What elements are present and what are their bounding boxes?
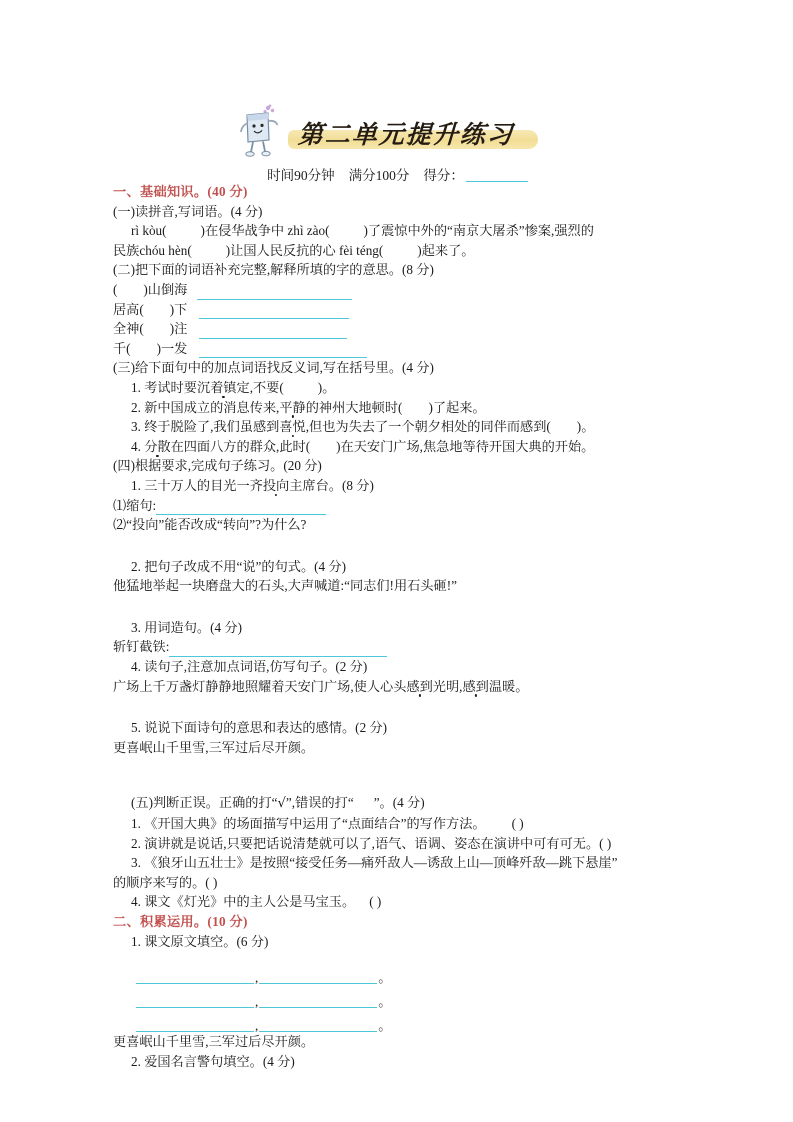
antonym-question-3: 3. 终于脱险了,我们虽感到喜悦,但也为失去了一个朝夕相处的同伴而感到( )。 <box>131 419 595 435</box>
dotted-term: 感到 <box>462 678 489 694</box>
subsection-heading-1d: (四)根据要求,完成句子练习。(20 分) <box>113 458 322 474</box>
pinyin-chou-hen: chóu hèn <box>139 242 188 258</box>
score-label: 得分： <box>423 168 464 183</box>
idiom-answer-blank-4[interactable] <box>199 343 367 358</box>
idiom-row <box>113 319 691 339</box>
sentence-q1-sub1-row <box>113 496 691 516</box>
sentence-q5-heading: 5. 说说下面诗句的意思和表达的感情。(2 分) <box>131 720 388 736</box>
sentence-q3-word-label: 斩钉截铁: <box>113 639 170 655</box>
section-heading-one: 一、基础知识。(40 分) <box>113 184 248 199</box>
check-mark-glyph: √ <box>277 796 286 812</box>
sentence-q3-blank[interactable] <box>169 642 387 657</box>
poem-blank-row <box>113 984 691 1008</box>
truefalse-question-2: 2. 演讲就是说话,只要把话说清楚就可以了,语气、语调、姿态在演讲中可有可无。( ) <box>131 835 612 851</box>
time-label: 时间 <box>267 168 295 183</box>
idiom-row <box>113 339 691 359</box>
recall-q2-heading: 2. 爱国名言警句填空。(4 分) <box>131 1053 295 1069</box>
dotted-term: 喜悦 <box>279 419 306 435</box>
pinyin-zhi-zao: zhì zào <box>287 223 326 239</box>
truefalse-question-1: 1. 《开国大典》的场面描写中运用了“点面结合”的写作方法。 ( ) <box>131 816 524 832</box>
truefalse-question-4: 4. 课文《灯光》中的主人公是马宝玉。 ( ) <box>131 894 382 910</box>
total-label: 满分 <box>348 168 376 183</box>
pinyin-line-1: rì kòu( )在侵华战争中 zhì zào( )了震惊中外的“南京大屠杀”惨案,强烈的 <box>131 223 594 239</box>
idiom-text-1: ( )山倒海 <box>113 281 188 297</box>
dotted-term: 投向 <box>262 477 290 493</box>
pinyin-line2-mid: )让国人民反抗的心 <box>225 242 336 258</box>
sentence-q1-sub1-label: ⑴缩句: <box>113 497 157 513</box>
sentence-q5-text: 更喜岷山千里雪,三军过后尽开颜。 <box>113 739 315 755</box>
poem-comma-3: , <box>255 1018 259 1034</box>
dotted-term: 沉着镇定 <box>196 379 250 395</box>
idiom-text-2: 居高( )下 <box>113 301 188 317</box>
total-value: 100 <box>375 168 396 183</box>
section-heading-two: 二、积累运用。(10 分) <box>113 914 248 929</box>
poem-blank-left-2[interactable] <box>136 990 254 1008</box>
poem-blank-right-2[interactable] <box>259 990 377 1008</box>
subsection-heading-1c: (三)给下面句中的加点词语找反义词,写在括号里。(4 分) <box>113 360 434 376</box>
page-header <box>110 104 685 162</box>
subsection-heading-1a: (一)读拼音,写词语。(4 分) <box>113 203 263 219</box>
truefalse-question-3a: 3. 《狼牙山五壮士》是按照“接受任务—痛歼敌人—诱敌上山—顶峰歼敌—跳下悬崖” <box>131 855 618 871</box>
antonym-question-2: 2. 新中国成立的消息传来,平静的神州大地顿时( )了起来。 <box>131 399 486 415</box>
antonym-question-4: 4. 分散在四面八方的群众,此时( )在天安门广场,焦急地等待开国大典的开始。 <box>131 438 595 454</box>
idiom-answer-blank-3[interactable] <box>199 324 347 339</box>
page-title <box>288 112 522 154</box>
sentence-q3-heading: 3. 用词造句。(4 分) <box>131 619 242 635</box>
idiom-row <box>113 300 691 320</box>
poem-last-line: 更喜岷山千里雪,三军过后尽开颜。 <box>113 1034 315 1050</box>
sentence-q3-row <box>113 637 691 657</box>
idiom-answer-blank-2[interactable] <box>199 304 349 319</box>
subsection-heading-1b: (二)把下面的词语补充完整,解释所填的字的意思。(8 分) <box>113 262 434 278</box>
sentence-q1-sub2: ⑵“投向”能否改成“转向”?为什么? <box>113 517 307 533</box>
poem-period-1: 。 <box>378 970 392 986</box>
pinyin-line1-tail: )了震惊中外的“南京大屠杀”惨案,强烈的 <box>363 223 594 239</box>
exam-meta-line <box>110 164 685 184</box>
dotted-term: 感到 <box>406 678 433 694</box>
sentence-q1-sub1-blank[interactable] <box>156 500 326 515</box>
pinyin-line1-mid: )在侵华战争中 <box>200 223 285 239</box>
time-unit: 分钟 <box>307 168 335 183</box>
truefalse-answer-paren-1[interactable]: ( ) <box>511 816 524 832</box>
worksheet-content <box>113 182 691 1071</box>
truefalse-answer-paren-4[interactable]: ( ) <box>369 894 382 910</box>
poem-comma-1: , <box>255 970 259 986</box>
poem-fill-blanks <box>113 960 691 1032</box>
total-unit: 分 <box>395 168 410 183</box>
dotted-term: 分散 <box>144 438 171 454</box>
poem-period-3: 。 <box>378 1018 392 1034</box>
pinyin-line2-head: 民族 <box>113 242 140 258</box>
pinyin-ri-kou: rì kòu <box>131 223 163 239</box>
antonym-question-1: 1. 考试时要沉着镇定,不要( )。 <box>131 379 336 395</box>
poem-blank-row <box>113 960 691 984</box>
idiom-text-4: 千( )一发 <box>113 340 188 356</box>
cartoon-book-mascot-icon <box>238 104 280 158</box>
poem-blank-left-1[interactable] <box>136 966 254 984</box>
poem-comma-2: , <box>255 994 259 1010</box>
pinyin-line2-tail: )起来了。 <box>417 242 475 258</box>
dotted-term: 平静 <box>279 399 306 415</box>
poem-period-2: 。 <box>378 994 392 1010</box>
pinyin-line-2: 民族chóu hèn( )让国人民反抗的心 fèi téng( )起来了。 <box>113 242 475 258</box>
recall-q1-heading: 1. 课文原文填空。(6 分) <box>131 933 269 949</box>
subsection-heading-1e: (五)判断正误。正确的打“√”,错误的打“ ”。(4 分) <box>131 795 425 812</box>
truefalse-question-3b: 的顺序来写的。( ) <box>113 874 218 890</box>
poem-blank-row <box>113 1008 691 1032</box>
sentence-q4-text: 广场上千万盏灯静静地照耀着天安门广场,使人心头感到光明,感到温暖。 <box>113 678 529 694</box>
time-value: 90 <box>294 168 308 183</box>
poem-blank-left-3[interactable] <box>136 1014 254 1032</box>
poem-blank-right-3[interactable] <box>259 1014 377 1032</box>
sentence-q1-stem: 1. 三十万人的目光一齐投向主席台。(8 分) <box>131 477 374 493</box>
page-title-text: 第二单元提升练习 <box>297 122 515 149</box>
sentence-q4-heading: 4. 读句子,注意加点词语,仿写句子。(2 分) <box>131 659 368 675</box>
poem-blank-right-1[interactable] <box>259 966 377 984</box>
truefalse-answer-paren-2[interactable]: ( ) <box>599 835 612 851</box>
idiom-answer-blank-1[interactable] <box>197 285 352 300</box>
idiom-row <box>113 280 691 300</box>
idiom-text-3: 全神( )注 <box>113 321 188 337</box>
sentence-q2-heading: 2. 把句子改成不用“说”的句式。(4 分) <box>131 558 347 574</box>
pinyin-fei-teng: fèi téng <box>338 242 379 258</box>
sentence-q2-text: 他猛地举起一块磨盘大的石头,大声喊道:“同志们!用石头砸!” <box>113 578 457 594</box>
